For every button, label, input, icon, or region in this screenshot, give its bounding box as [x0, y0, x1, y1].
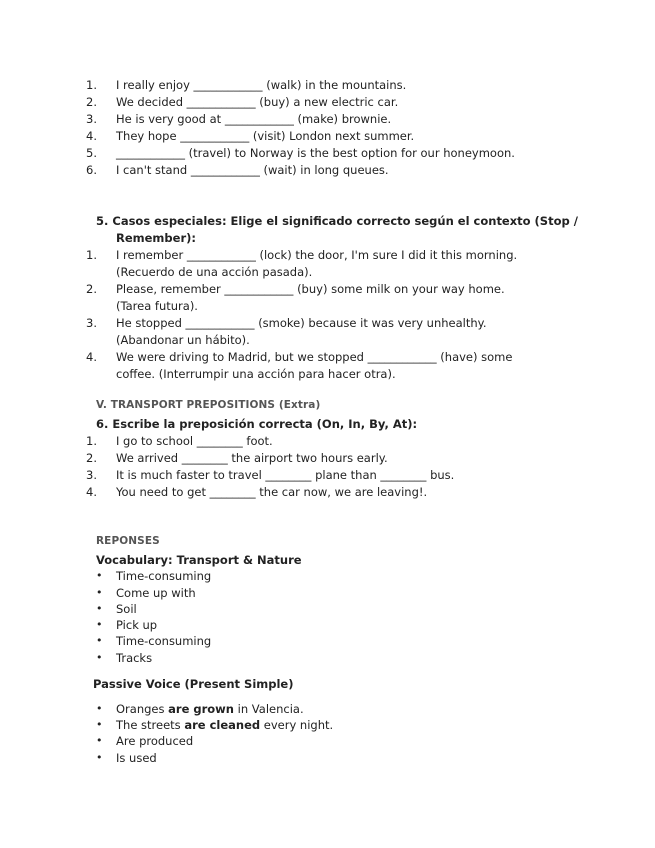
bullet-icon: • — [96, 734, 103, 747]
item-hint: (Recuerdo de una acción pasada). — [116, 265, 313, 279]
item-number: 3. — [86, 316, 97, 330]
answer-text: Oranges are grown in Valencia. — [116, 702, 304, 716]
item-number: 4. — [86, 129, 97, 143]
item-number: 1. — [86, 248, 97, 262]
vocab-title: Vocabulary: Transport & Nature — [96, 553, 302, 567]
bullet-icon: • — [96, 702, 103, 715]
answer-text: The streets are cleaned every night. — [116, 718, 334, 732]
item-number: 6. — [86, 163, 97, 177]
section-v-heading: V. TRANSPORT PREPOSITIONS (Extra) — [96, 399, 321, 411]
item-hint: (Abandonar un hábito). — [116, 333, 250, 347]
passive-title: Passive Voice (Present Simple) — [93, 677, 294, 691]
item-number: 4. — [86, 485, 97, 499]
bullet-icon: • — [96, 569, 103, 582]
bullet-icon: • — [96, 602, 103, 615]
answer-text: Come up with — [116, 586, 196, 600]
item-number: 1. — [86, 78, 97, 92]
bullet-icon: • — [96, 751, 103, 764]
item-text: We decided ____________ (buy) a new electric car. — [116, 95, 399, 109]
item-text: We arrived ________ the airport two hours early. — [116, 451, 388, 465]
section-6-subtitle: 6. Escribe la preposición correcta (On, In, By, At): — [96, 417, 418, 431]
item-text: Please, remember ____________ (buy) some milk on your way home. — [116, 282, 505, 296]
item-text: He stopped ____________ (smoke) because it was very unhealthy. — [116, 316, 487, 330]
bullet-icon: • — [96, 634, 103, 647]
item-number: 4. — [86, 350, 97, 364]
item-number: 3. — [86, 468, 97, 482]
item-text: I can't stand ____________ (wait) in long queues. — [116, 163, 389, 177]
item-text: I remember ____________ (lock) the door, I'm sure I did it this morning. — [116, 248, 518, 262]
answer-text: Soil — [116, 602, 137, 616]
section-5-title-line1: 5. Casos especiales: Elige el significado correcto según el contexto (Stop / — [96, 214, 578, 228]
answer-text: Time-consuming — [116, 634, 212, 648]
answer-text: Pick up — [116, 618, 158, 632]
item-text: ____________ (travel) to Norway is the best option for our honeymoon. — [116, 146, 515, 160]
answer-text: Are produced — [116, 734, 194, 748]
item-text: I really enjoy ____________ (walk) in the mountains. — [116, 78, 407, 92]
item-text: You need to get ________ the car now, we are leaving!. — [116, 485, 428, 499]
item-hint: (Tarea futura). — [116, 299, 198, 313]
item-number: 2. — [86, 95, 97, 109]
item-text: We were driving to Madrid, but we stopped ____________ (have) some — [116, 350, 513, 364]
item-text: I go to school ________ foot. — [116, 434, 273, 448]
answer-text: Time-consuming — [116, 569, 212, 583]
item-number: 1. — [86, 434, 97, 448]
item-number: 2. — [86, 282, 97, 296]
answer-text: Tracks — [116, 651, 153, 665]
item-text: It is much faster to travel ________ plane than ________ bus. — [116, 468, 455, 482]
bullet-icon: • — [96, 651, 103, 664]
item-text: They hope ____________ (visit) London next summer. — [116, 129, 415, 143]
item-hint: coffee. (Interrumpir una acción para hacer otra). — [116, 367, 396, 381]
item-number: 5. — [86, 146, 97, 160]
bullet-icon: • — [96, 586, 103, 599]
bullet-icon: • — [96, 718, 103, 731]
answer-text: Is used — [116, 751, 157, 765]
responses-heading: REPONSES — [96, 535, 160, 547]
item-number: 3. — [86, 112, 97, 126]
section-5-title-line2: Remember): — [116, 231, 196, 245]
item-number: 2. — [86, 451, 97, 465]
item-text: He is very good at ____________ (make) brownie. — [116, 112, 392, 126]
bullet-icon: • — [96, 618, 103, 631]
